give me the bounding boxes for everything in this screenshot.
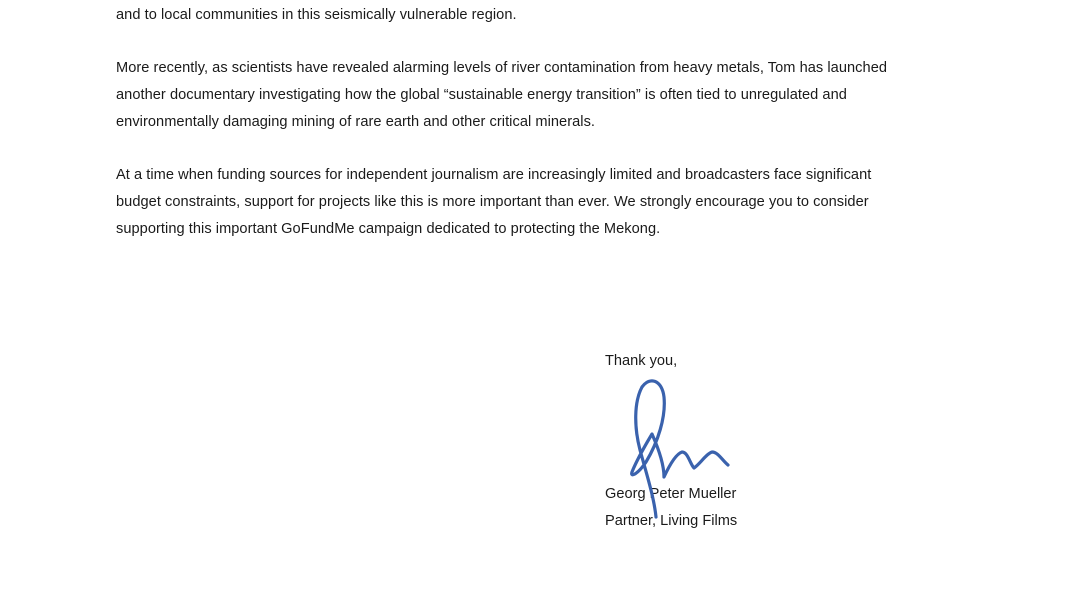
signer-name: Georg Peter Mueller <box>605 486 737 502</box>
signer-title: Partner, Living Films <box>605 513 738 529</box>
body-paragraph-2 <box>116 55 956 135</box>
body-paragraph-3 <box>116 162 956 242</box>
paragraph-line: another documentary investigating how the global “sustainable energy transition” is often tied to unregulated and <box>116 86 847 103</box>
paragraph-line: At a time when funding sources for independent journalism are increasingly limited and broadcasters face significant <box>116 167 872 183</box>
body-paragraph-1 <box>116 2 956 29</box>
closing-salutation: Thank you, <box>605 353 678 369</box>
paragraph-line: More recently, as scientists have revealed alarming levels of river contamination from heavy metals, Tom has launched <box>116 60 888 76</box>
paragraph-line: environmentally damaging mining of rare earth and other critical minerals. <box>116 113 596 130</box>
paragraph-line: budget constraints, support for projects like this is more important than ever. We strongly encourage you to consider <box>116 193 869 210</box>
paragraph-line: supporting this important GoFundMe campaign dedicated to protecting the Mekong. <box>116 220 661 237</box>
paragraph-line: and to local communities in this seismically vulnerable region. <box>116 7 517 23</box>
